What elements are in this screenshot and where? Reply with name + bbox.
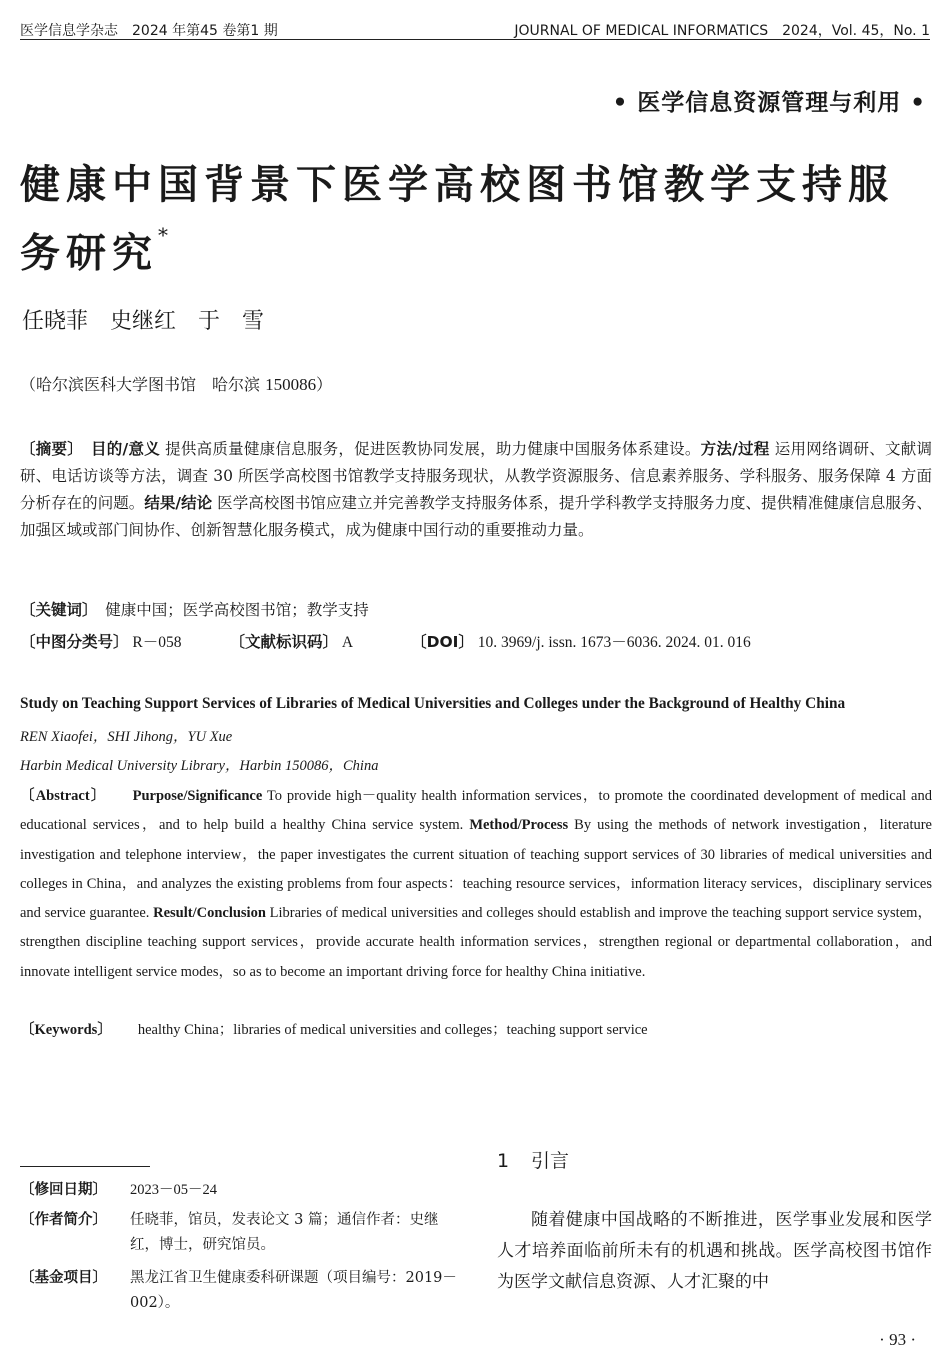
en-affiliation: Harbin Medical University Library，Harbin 150086，China (20, 758, 379, 774)
clc-label: 〔中图分类号〕 (20, 633, 129, 651)
en-result-text: Libraries of medical universities and colleges should establish and improve the teaching support service system，strengthen discipline teaching support services，provide accurate health information services，strengthen regional or departmental collaboration，and innovate intelligent service modes，so as to become an important driving force for healthy China initiative. (20, 905, 933, 980)
section-banner: • 医学信息资源管理与利用 • (612, 90, 926, 116)
cn-result-label: 结果/结论 (144, 494, 213, 512)
cn-purpose-label: 目的/意义 (91, 440, 160, 458)
footnote-revision-date (20, 1178, 460, 1203)
affiliation-suffix: ） (316, 375, 333, 394)
classification-line (20, 630, 932, 652)
revision-date-label: 〔修回日期〕 (20, 1182, 107, 1198)
author-bio-label: 〔作者简介〕 (20, 1212, 107, 1228)
author-bio-value: 任晓菲，馆员，发表论文 3 篇；通信作者：史继红，博士，研究馆员。 (130, 1212, 439, 1253)
en-keywords (20, 1018, 648, 1039)
section-heading (497, 1146, 569, 1173)
header-divider (20, 39, 930, 40)
footnote-divider (20, 1166, 150, 1167)
en-authors: REN Xiaofei，SHI Jihong，YU Xue (20, 729, 233, 745)
title-footnote-mark: * (158, 223, 168, 247)
cn-keywords-label: 〔关键词〕 (20, 601, 90, 619)
cn-keywords (20, 598, 369, 620)
affiliation-postcode: 150086 (265, 375, 317, 394)
en-result-label: Result/Conclusion (153, 905, 266, 922)
section-title: 引言 (531, 1150, 570, 1172)
en-purpose-label: Purpose/Significance (132, 788, 263, 804)
doc-code-label: 〔文献标识码〕 (229, 633, 338, 651)
affiliation (20, 372, 332, 395)
cn-method-label: 方法/过程 (700, 440, 770, 458)
footnote-funding (20, 1266, 460, 1316)
en-method-text: By using the methods of network investigation，literature investigation and telephone interview，the paper investigates the current situation of teaching support services of 30 libraries of medical universities and colleges in China，and analyzes the existing problems from four aspects：teaching resource services，information literacy services，disciplinary services and service guarantee. (20, 817, 932, 922)
cn-purpose-text: 提供高质量健康信息服务，促进医教协同发展，助力健康中国服务体系建设。 (159, 440, 701, 458)
doc-code-value: A (338, 634, 354, 651)
author-list: 任晓菲 史继红 于 雪 (22, 309, 265, 334)
intro-paragraph: 随着健康中国战略的不断推进，医学事业发展和医学人才培养面临前所未有的机遇和挑战。医学高校图书馆作为医学文献信息资源、人才汇聚的中 (497, 1210, 932, 1292)
cn-abstract (20, 436, 932, 544)
footnote-author-bio (20, 1208, 460, 1258)
funding-label: 〔基金项目〕 (20, 1270, 107, 1286)
article-title (20, 155, 935, 283)
revision-date-value: 2023－05－24 (130, 1182, 217, 1198)
en-keywords-value: healthy China；libraries of medical universities and colleges；teaching support service (137, 1022, 648, 1038)
doi-value: 10. 3969/j. issn. 1673－6036. 2024. 01. 016 (473, 634, 751, 651)
en-abstract-label: 〔Abstract〕 (20, 788, 107, 804)
en-method-label: Method/Process (469, 817, 569, 834)
cn-abstract-label: 〔摘要〕 (20, 440, 76, 458)
affiliation-prefix: （哈尔滨医科大学图书馆 哈尔滨 (20, 375, 266, 394)
cn-method-text: 运用网络调研、文献调研、电话访谈等方法，调查 30 所医学高校图书馆教学支持服务现状，从教学资源服务、信息素养服务、学科服务、服务保障 4 方面分析存在的问题。 (20, 440, 932, 512)
cn-keywords-value: 健康中国；医学高校图书馆；教学支持 (89, 601, 369, 619)
en-purpose-text: To provide high－quality health information services，to promote the coordinated development of medical and educational services，and to help build a healthy China service system. (20, 788, 932, 834)
cn-result-text: 医学高校图书馆应建立并完善教学支持服务体系，提升学科教学支持服务力度、提供精准健康信息服务、加强区域或部门间协作、创新智慧化服务模式，成为健康中国行动的重要推动力量。 (20, 494, 932, 539)
funding-value: 黑龙江省卫生健康委科研课题（项目编号：2019－002）。 (130, 1270, 457, 1311)
en-abstract (20, 782, 932, 987)
section-number: 1 (497, 1150, 510, 1172)
clc-value: R－058 (128, 634, 182, 651)
doi-label: 〔DOI〕 (411, 633, 474, 651)
running-header-journal-cn: 医学信息学杂志 2024 年第45 卷第1 期 (20, 23, 278, 39)
page-number: · 93 · (879, 1330, 916, 1349)
running-header-journal-en: JOURNAL OF MEDICAL INFORMATICS 2024，Vol. 45，No. 1 (514, 23, 930, 39)
en-keywords-label: 〔Keywords〕 (20, 1022, 112, 1038)
en-title: Study on Teaching Support Services of Libraries of Medical Universities and Colleges under the Background of Healthy China (20, 695, 846, 712)
title-text: 健康中国背景下医学高校图书馆教学支持服务研究 (20, 161, 894, 277)
